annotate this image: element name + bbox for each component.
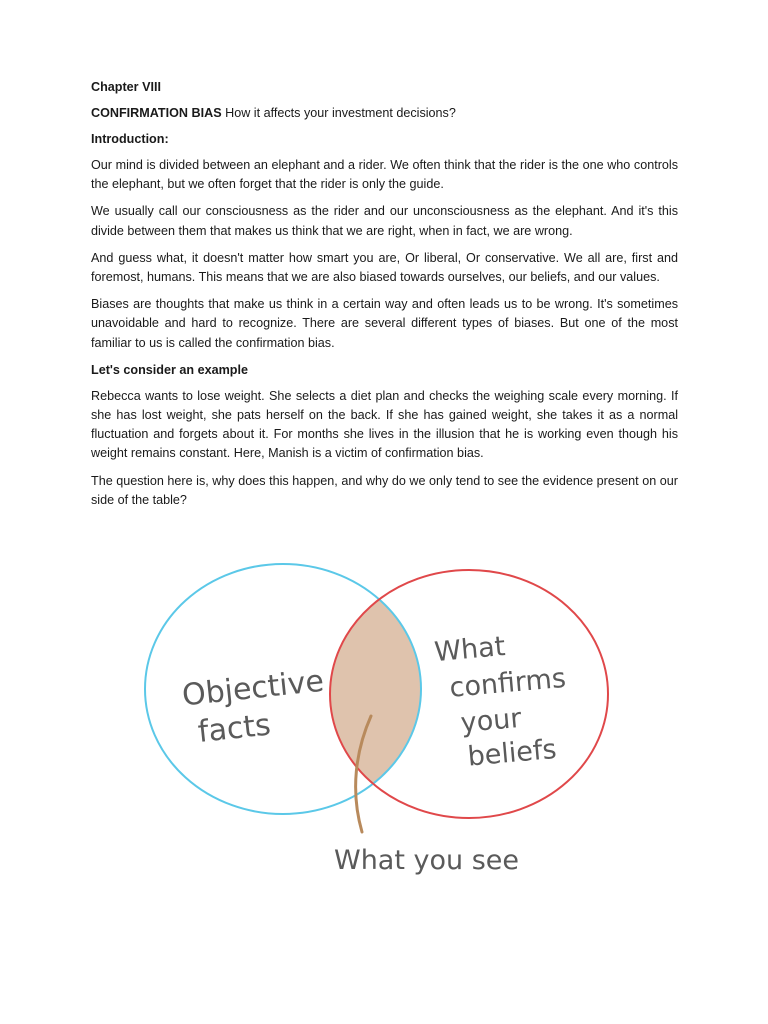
right-label-line: confirms xyxy=(448,662,568,704)
venn-diagram xyxy=(0,560,768,920)
right-label-line: What xyxy=(433,631,507,669)
document-body xyxy=(91,78,678,518)
right-label-line: your xyxy=(459,702,523,740)
left-label-line: facts xyxy=(196,707,273,750)
chapter-heading xyxy=(91,104,678,123)
heading-rest: How it affects your investment decisions? xyxy=(221,106,456,120)
intro-label: Introduction: xyxy=(91,132,169,146)
example-label: Let's consider an example xyxy=(91,362,248,377)
paragraph: The question here is, why does this happen, and why do we only tend to see the evidence present on our side of the table? xyxy=(91,473,678,507)
paragraph: Our mind is divided between an elephant and a rider. We often think that the rider is the one who controls the elephant, but we often forget that the rider is only the guide. xyxy=(91,158,678,192)
paragraph: We usually call our consciousness as the rider and our unconsciousness as the elephant. And it's this divide between them that makes us think that we are right, when in fact, we are wrong. xyxy=(91,204,678,238)
right-label-line: beliefs xyxy=(466,733,558,773)
chapter-title: Chapter VIII xyxy=(91,80,161,94)
left-label-line: Objective xyxy=(180,663,326,714)
confirms-beliefs-label xyxy=(433,625,582,774)
what-you-see-label: What you see xyxy=(334,845,520,876)
paragraph: Rebecca wants to lose weight. She selects a diet plan and checks the weighing scale every morning. If she has lost weight, she pats herself on the back. If she has gained weight, she takes it as a normal fluctuation and forgets about it. For months she lives in the illusion that he is working even though his weight remains constant. Here, Manish is a victim of confirmation bias. xyxy=(91,388,678,461)
objective-facts-label xyxy=(180,663,339,751)
heading-bold: CONFIRMATION BIAS xyxy=(91,106,222,120)
paragraph: Biases are thoughts that make us think in a certain way and often leads us to be wrong. It's sometimes unavoidable and hard to recognize. There are several different types of biases. But one of the most familiar to us is called the confirmation bias. xyxy=(91,297,678,350)
paragraph: And guess what, it doesn't matter how smart you are, Or liberal, Or conservative. We all are, first and foremost, humans. This means that we are also biased towards ourselves, our beliefs, and our values. xyxy=(91,250,678,285)
